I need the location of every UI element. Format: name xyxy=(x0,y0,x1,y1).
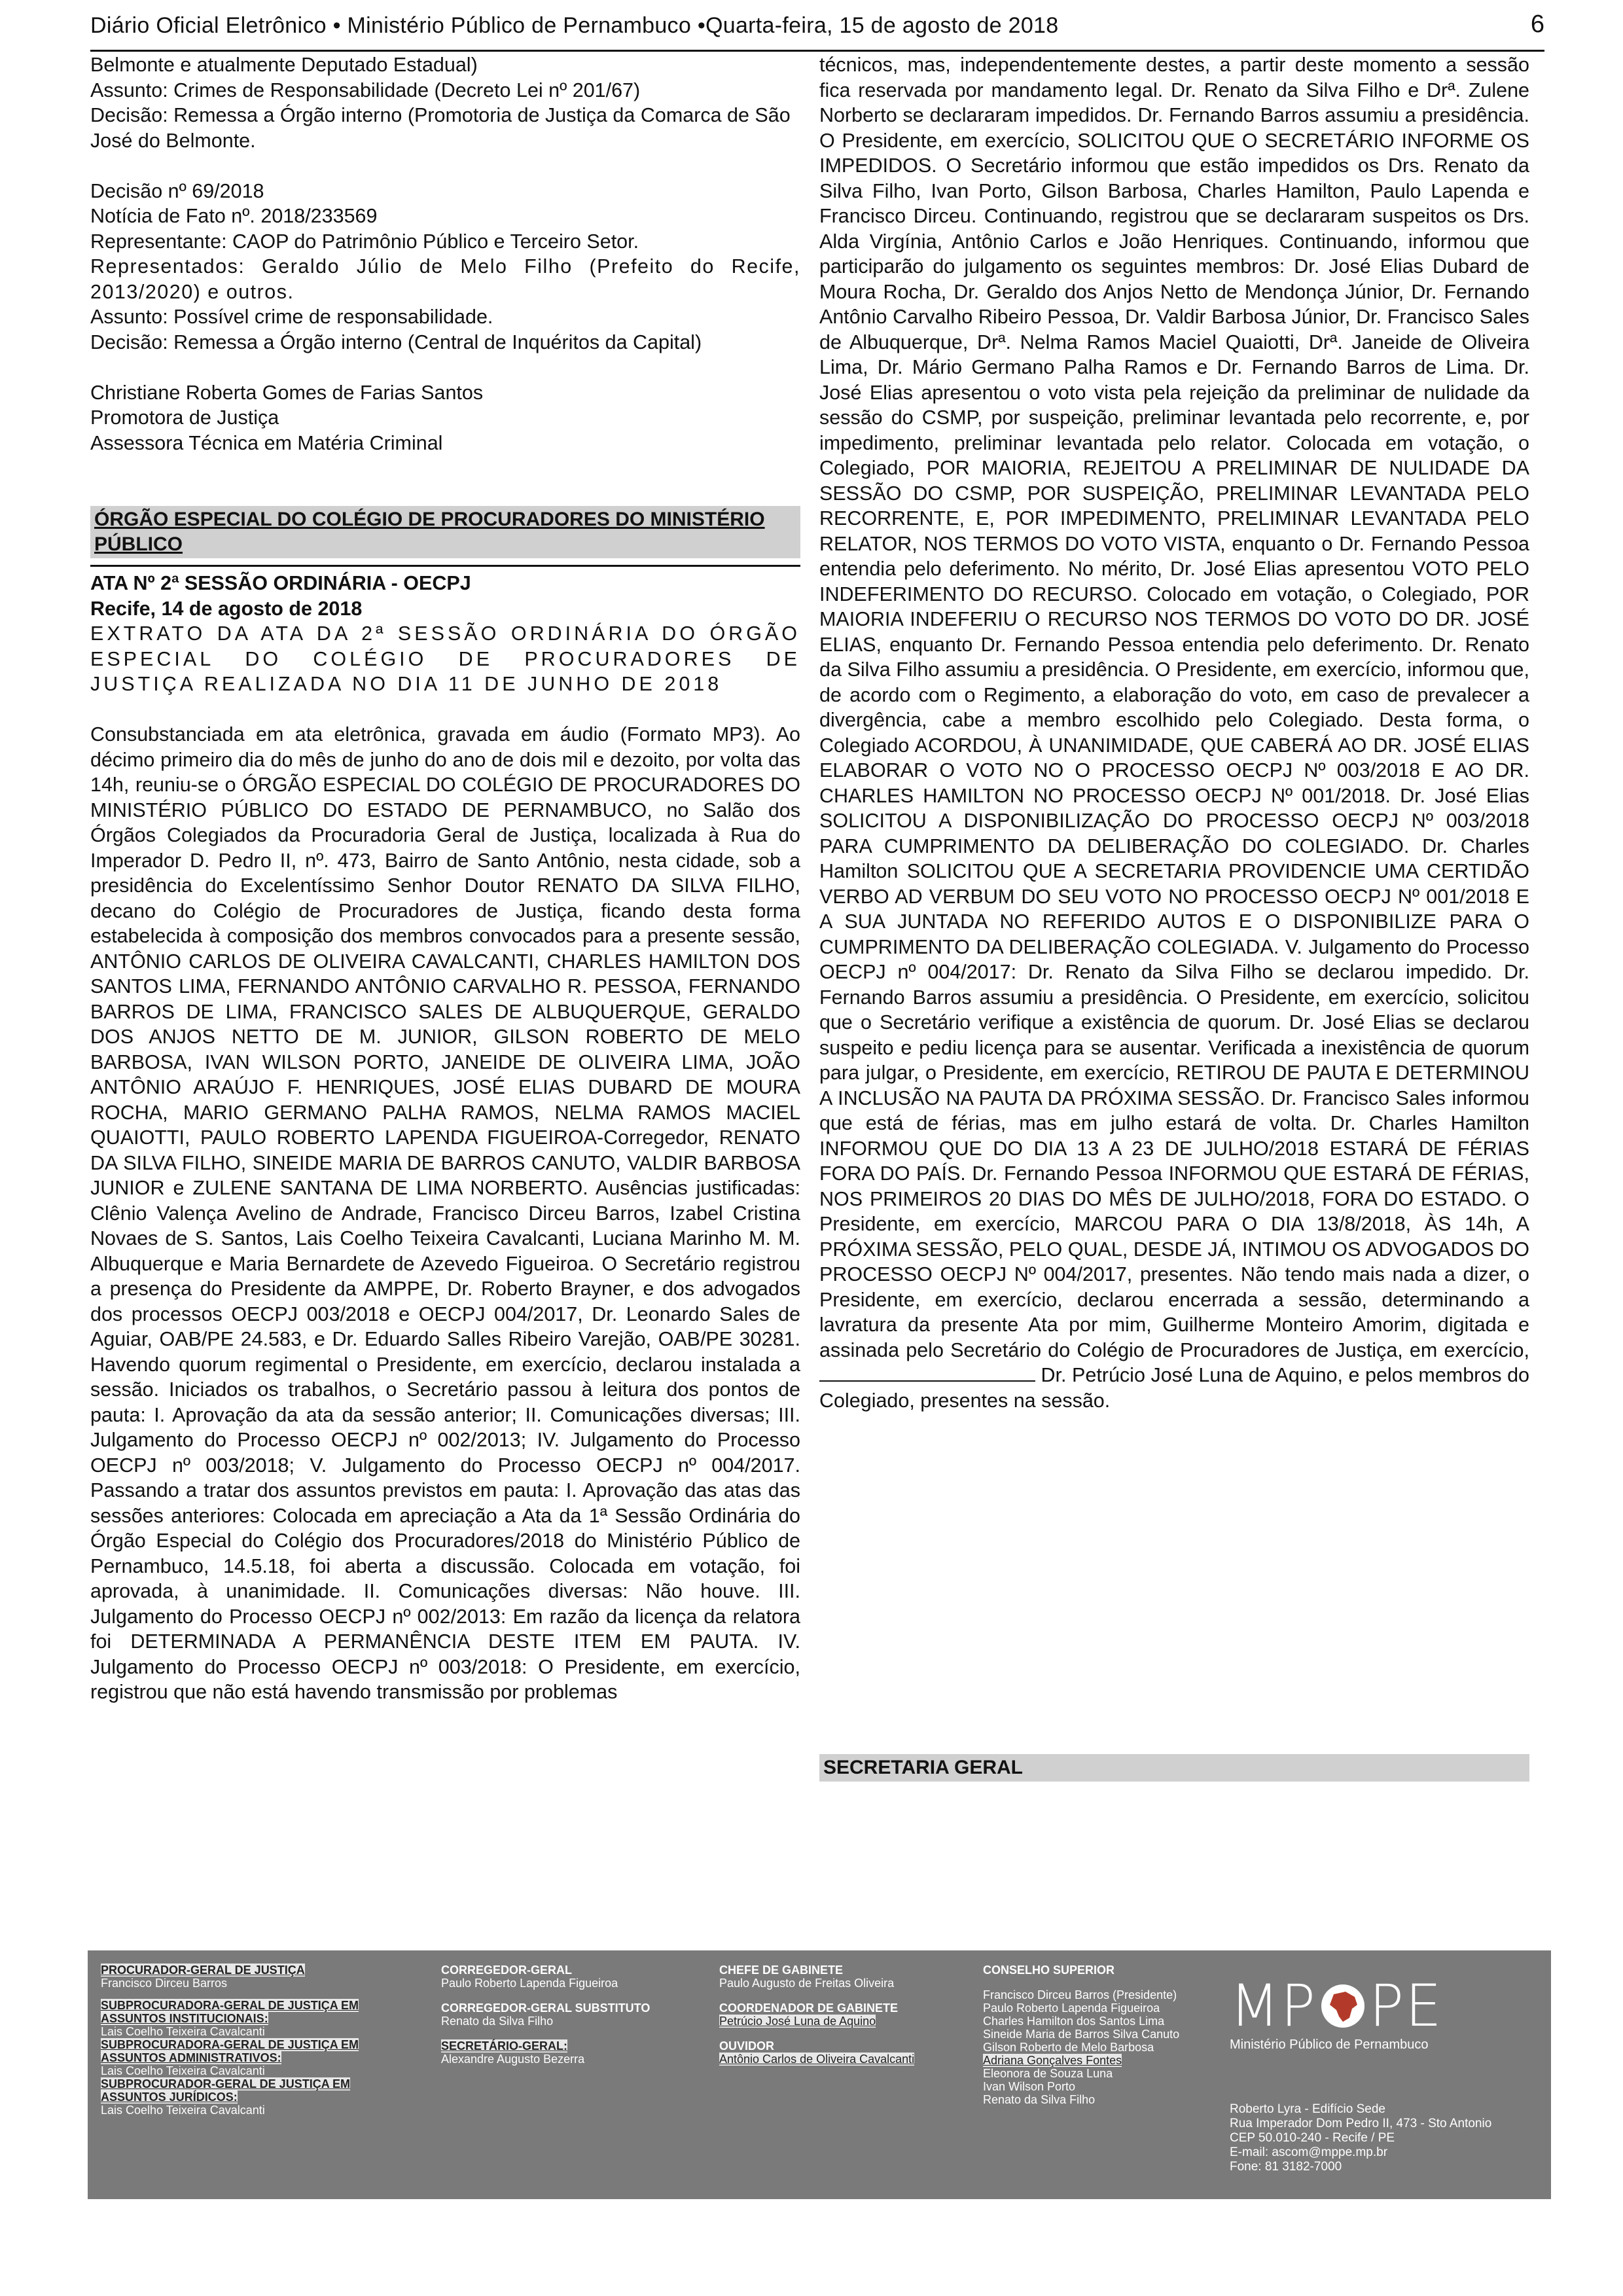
footer-entry: SUBPROCURADOR-GERAL DE JUSTIÇA EM ASSUNTOS JURÍDICOS: Lais Coelho Teixeira Cavalcanti xyxy=(101,2077,351,2117)
ata-title: ATA Nº 2ª SESSÃO ORDINÁRIA - OECPJ xyxy=(90,572,471,594)
footer-entry: CORREGEDOR-GERAL Paulo Roberto Lapenda Figueiroa xyxy=(441,1964,618,1990)
ata-body-text: técnicos, mas, independentemente destes, a partir deste momento a sessão fica reservada por mandamento legal. Dr. Renato da Silva Filho e Drª. Zulene Norberto se declararam impedidos. Dr. Fernando Barros assumiu a presidência. O Presidente, em exercício, SOLICITOU QUE O SECRETÁRIO INFORME OS IMPEDIDOS. O Secretário informou que estão impedidos os Drs. Renato da Silva Filho, Ivan Porto, Gilson Barbosa, Charles Hamilton, Paulo Lapenda e Francisco Dirceu. Continuando, registrou que se declararam suspeitos os Drs. Alda Virgínia, Antônio Carlos e João Henriques. Continuando, informou que participarão do julgamento os seguintes membros: Dr. José Elias Dubard de Moura Rocha, Dr. Geraldo dos Anjos Netto de Mendonça Júnior, Dr. Fernando Antônio Carvalho Ribeiro Pessoa, Dr. Valdir Barbosa Júnior, Dr. Francisco Sales de Albuquerque, Drª. Nelma Ramos Maciel Quaiotti, Drª. Janeide de Oliveira Lima, Dr. Mário Germano Palha Ramos e Dr. Fernando Barros de Lima. Dr. José Elias apresentou o voto vista pela rejeição da preliminar de nulidade da sessão do CSMP, por suspeição, preliminar levantada pelo recorrente, e, por impedimento, preliminar levantada pelo relator. Colocada em votação, o Colegiado, POR MAIORIA, REJEITOU A PRELIMINAR DE NULIDADE DA SESSÃO DO CSMP, POR SUSPEIÇÃO, PRELIMINAR LEVANTADA PELO RECORRENTE, E, POR IMPEDIMENTO, PRELIMINAR LEVANTADA PELO RELATOR, NOS TERMOS DO VOTO VISTA, enquanto o Dr. Fernando Pessoa entendia pelo deferimento. No mérito, Dr. José Elias apresentou VOTO PELO INDEFERIMENTO DO RECURSO. Colocado em votação, o Colegiado, POR MAIORIA INDEFERIU O RECURSO NOS TERMOS DO VOTO DO DR. JOSÉ ELIAS, enquanto Dr. Fernando Pessoa entendia pelo deferimento. Dr. Renato da Silva Filho assumiu a presidência. O Presidente, em exercício, informou que, de acordo com o Regimento, a elaboração do voto, em caso de prevalecer a divergência, cabe a membro escolhido pelo Colegiado. Desta forma, o Colegiado ACORDOU, À UNANIMIDADE, QUE CABERÁ AO DR. JOSÉ ELIAS ELABORAR O VOTO NO O PROCESSO OECPJ Nº 003/2018 E AO DR. CHARLES HAMILTON NO PROCESSO OECPJ Nº 001/2018. Dr. José Elias SOLICITOU A DISPONIBILIZAÇÃO DO PROCESSO OECPJ Nº 003/2018 PARA CUMPRIMENTO DA DELIBERAÇÃO DO COLEGIADO. Dr. Charles Hamilton SOLICITOU QUE A SECRETARIA PROVIDENCIE UMA CERTIDÃO VERBO AD VERBUM DO SEU VOTO NO PROCESSO OECPJ Nº 001/2018 E A SUA JUNTADA NO REFERIDO AUTOS E O DISPONIBILIZE PARA O CUMPRIMENTO DA DELIBERAÇÃO COLEGIADA. V. Julgamento do Processo OECPJ nº 004/2017: Dr. Renato da Silva Filho se declarou impedido. Dr. Fernando Barros assumiu a presidência. O Presidente, em exercício, solicitou que o Secretário verifique a existência de quorum. Dr. José Elias se declarou suspeito e pediu licença para se ausentar. Verificada a inexistência de quorum para julgar, o Presidente, em exercício, RETIROU DE PAUTA E DETERMINOU A INCLUSÃO NA PAUTA DA PRÓXIMA SESSÃO. Dr. Francisco Sales informou que está de férias, mas em julho estará de volta. Dr. Charles Hamilton INFORMOU QUE DO DIA 13 A 23 DE JULHO/2018 ESTARÁ DE FÉRIAS FORA DO PAÍS. Dr. Fernando Pessoa INFORMOU QUE ESTARÁ DE FÉRIAS, NOS PRIMEIROS 20 DIAS DO MÊS DE JULHO/2018, FORA DO ESTADO. O Presidente, em exercício, MARCOU PARA O DIA 13/8/2018, ÀS 14h, A PRÓXIMA SESSÃO, PELO QUAL, DESDE JÁ, INTIMOU OS ADVOGADOS DO PROCESSO OECPJ Nº 004/2017, presentes. Não tendo mais nada a dizer, o Presidente, em exercício, declarou encerrada a sessão, determinando a lavratura da presente Ata por mim, Guilherme Monteiro Amorim, digitada e assinada pelo Secretário do Colégio de Procuradores de Justiça, em exercício, xyxy=(819,54,1529,1361)
council-member: Ivan Wilson Porto xyxy=(983,2080,1076,2093)
section-title-orgao-especial: ÓRGÃO ESPECIAL DO COLÉGIO DE PROCURADORES DO MINISTÉRIO PÚBLICO xyxy=(90,506,800,558)
decision-line: Representados: Geraldo Júlio de Melo Filho (Prefeito do Recife, 2013/2020) e outros. xyxy=(90,255,800,303)
footer-col-3 xyxy=(719,1964,968,2077)
intro-line: Assunto: Crimes de Responsabilidade (Decreto Lei nº 201/67) xyxy=(90,79,641,101)
footer-entry: SUBPROCURADORA-GERAL DE JUSTIÇA EM ASSUNTOS ADMINISTRATIVOS: Lais Coelho Teixeira Cavalcanti xyxy=(101,2038,359,2077)
signature-line: Christiane Roberta Gomes de Farias Santos xyxy=(90,381,484,404)
footer-entry: CORREGEDOR-GERAL SUBSTITUTO Renato da Silva Filho xyxy=(441,2001,651,2028)
council-member: Charles Hamilton dos Santos Lima xyxy=(983,2015,1165,2028)
footer-entry: SUBPROCURADORA-GERAL DE JUSTIÇA EM ASSUNTOS INSTITUCIONAIS: Lais Coelho Teixeira Cavalcanti xyxy=(101,1999,359,2038)
ata-body-continued xyxy=(819,52,1529,1413)
council-member: Paulo Roberto Lapenda Figueiroa xyxy=(983,2001,1160,2015)
signature-blank xyxy=(819,1365,1035,1382)
section-title-secretaria-geral: SECRETARIA GERAL xyxy=(819,1754,1529,1782)
council-member: Eleonora de Souza Luna xyxy=(983,2067,1113,2080)
page-number: 6 xyxy=(1530,10,1544,38)
footer-entry: PROCURADOR-GERAL DE JUSTIÇA Francisco Dirceu Barros xyxy=(101,1964,305,1990)
ata-date: Recife, 14 de agosto de 2018 xyxy=(90,597,363,620)
council-member: Sineide Maria de Barros Silva Canuto xyxy=(983,2028,1180,2041)
intro-line: Belmonte e atualmente Deputado Estadual) xyxy=(90,54,478,76)
left-column xyxy=(90,52,800,1705)
divider xyxy=(90,565,800,567)
signature-line: Assessora Técnica em Matéria Criminal xyxy=(90,431,443,454)
decision-line: Assunto: Possível crime de responsabilidade. xyxy=(90,306,493,328)
council-member: Gilson Roberto de Melo Barbosa xyxy=(983,2041,1154,2054)
page-header xyxy=(90,10,1544,52)
decision-line: Decisão: Remessa a Órgão interno (Central de Inquéritos da Capital) xyxy=(90,331,702,353)
ata-body: Consubstanciada em ata eletrônica, gravada em áudio (Formato MP3). Ao décimo primeiro dia do mês de junho do ano de dois mil e dezoito, por volta das 14h, reuniu-se o ÓRGÃO ESPECIAL DO COLÉGIO DE PROCURADORES DO MINISTÉRIO PÚBLICO DO ESTADO DE PERNAMBUCO, no Salão dos Órgãos Colegiados da Procuradoria Geral de Justiça, localizada à Rua do Imperador D. Pedro II, nº. 473, Bairro de Santo Antônio, nesta cidade, sob a presidência do Excelentíssimo Senhor Doutor RENATO DA SILVA FILHO, decano do Colégio de Procuradores de Justiça, ficando desta forma estabelecida à composição dos membros convocados para a presente sessão, ANTÔNIO CARLOS DE OLIVEIRA CAVALCANTI, CHARLES HAMILTON DOS SANTOS LIMA, FERNANDO ANTÔNIO CARVALHO R. PESSOA, FERNANDO BARROS DE LIMA, FRANCISCO SALES DE ALBUQUERQUE, GERALDO DOS ANJOS NETTO DE M. JUNIOR, GILSON ROBERTO DE MELO BARBOSA, IVAN WILSON PORTO, JANEIDE DE OLIVEIRA LIMA, JOÃO ANTÔNIO ARAÚJO F. HENRIQUES, JOSÉ ELIAS DUBARD DE MOURA ROCHA, MARIO GERMANO PALHA RAMOS, NELMA RAMOS MACIEL QUAIOTTI, PAULO ROBERTO LAPENDA FIGUEIROA-Corregedor, RENATO DA SILVA FILHO, SINEIDE MARIA DE BARROS CANUTO, VALDIR BARBOSA JUNIOR e ZULENE SANTANA DE LIMA NORBERTO. Ausências justificadas: Clênio Valença Avelino de Andrade, Francisco Dirceu Barros, Izabel Cristina Novaes de S. Santos, Lais Coelho Teixeira Cavalcanti, Luciana Marinho M. M. Albuquerque e Maria Bernardete de Azevedo Figueiroa. O Secretário registrou a presença do Presidente da AMPPE, Dr. Roberto Brayner, e dos advogados dos processos OECPJ 003/2018 e OECPJ 004/2017, Dr. Leonardo Sales de Aguiar, OAB/PE 24.583, e Dr. Eduardo Salles Ribeiro Varejão, OAB/PE 30281. Havendo quorum regimental o Presidente, em exercício, declarou instalada a sessão. Iniciados os trabalhos, o Secretário passou à leitura dos pontos de pauta: I. Aprovação da ata da sessão anterior; II. Comunicações diversas; III. Julgamento do Processo OECPJ nº 002/2013; IV. Julgamento do Processo OECPJ nº 003/2018; V. Julgamento do Processo OECPJ nº 004/2017. Passando a tratar dos assuntos previstos em pauta: I. Aprovação das atas das sessões anteriores: Colocada em apreciação a Ata da 1ª Sessão Ordinária do Órgão Especial do Colégio dos Procuradores/2018 do Ministério Público de Pernambuco, 14.5.18, foi aberta a discussão. Colocada em votação, foi aprovada, à unanimidade. II. Comunicações diversas: Não houve. III. Julgamento do Processo OECPJ nº 002/2013: Em razão da licença da relatora foi DETERMINADA A PERMANÊNCIA DESTE ITEM EM PAUTA. IV. Julgamento do Processo OECPJ nº 003/2018: O Presidente, em exercício, registrou que não está havendo transmissão por problemas xyxy=(90,723,800,1703)
signature-line: Promotora de Justiça xyxy=(90,406,279,429)
ata-body-end: Dr. Petrúcio José Luna de Aquino, e pelos membros do Colegiado, presentes na sessão. xyxy=(819,1364,1529,1412)
decision-line: Notícia de Fato nº. 2018/233569 xyxy=(90,205,378,227)
right-column xyxy=(819,52,1529,1778)
header-title: Diário Oficial Eletrônico • Ministério Público de Pernambuco •Quarta-feira, 15 de agosto de 2018 xyxy=(90,13,1059,38)
intro-line: Decisão: Remessa a Órgão interno (Promotoria de Justiça da Comarca de São José do Belmonte. xyxy=(90,104,791,152)
brazil-map-icon xyxy=(1319,1981,1366,2028)
decision-line: Representante: CAOP do Patrimônio Público e Terceiro Setor. xyxy=(90,230,639,253)
footer-col-2 xyxy=(441,1964,690,2077)
council-member: Renato da Silva Filho xyxy=(983,2093,1096,2106)
footer-col-1 xyxy=(101,1964,376,2128)
footer-entry: COORDENADOR DE GABINETE Petrúcio José Luna de Aquino xyxy=(719,2001,899,2028)
footer-entry: CHEFE DE GABINETE Paulo Augusto de Freitas Oliveira xyxy=(719,1964,895,1990)
footer-entry: OUVIDOR Antônio Carlos de Oliveira Cavalcanti xyxy=(719,2039,915,2066)
contact-info: Roberto Lyra - Edifício Sede Rua Imperador Dom Pedro II, 473 - Sto Antonio CEP 50.010-240 - Recife / PE E-mail: ascom@mppe.mp.br Fone: 81 3182-7000 xyxy=(1230,2102,1492,2174)
footer-entry: SECRETÁRIO-GERAL: Alexandre Augusto Bezerra xyxy=(441,2039,585,2066)
mppe-logo: MP PE Ministério Público de Pernambuco xyxy=(1230,1972,1443,2052)
decision-line: Decisão nº 69/2018 xyxy=(90,179,264,202)
footer xyxy=(88,1950,1551,2199)
council-member: Adriana Gonçalves Fontes xyxy=(983,2054,1122,2067)
council-member: Francisco Dirceu Barros (Presidente) xyxy=(983,1988,1177,2001)
extrato-heading: EXTRATO DA ATA DA 2ª SESSÃO ORDINÁRIA DO ÓRGÃO ESPECIAL DO COLÉGIO DE PROCURADORES DE JUSTIÇA REALIZADA NO DIA 11 DE JUNHO DE 2018 xyxy=(90,622,800,695)
footer-col-4: CONSELHO SUPERIOR Francisco Dirceu Barros (Presidente) Paulo Roberto Lapenda Figueiroa Charles Hamilton dos Santos Lima Sineide Maria de Barros Silva Canuto Gilson Roberto de Melo Barbosa Adriana Gonçalves Fontes Eleonora de Souza Luna Ivan Wilson Porto Renato da Silva Filho xyxy=(983,1964,1219,2106)
